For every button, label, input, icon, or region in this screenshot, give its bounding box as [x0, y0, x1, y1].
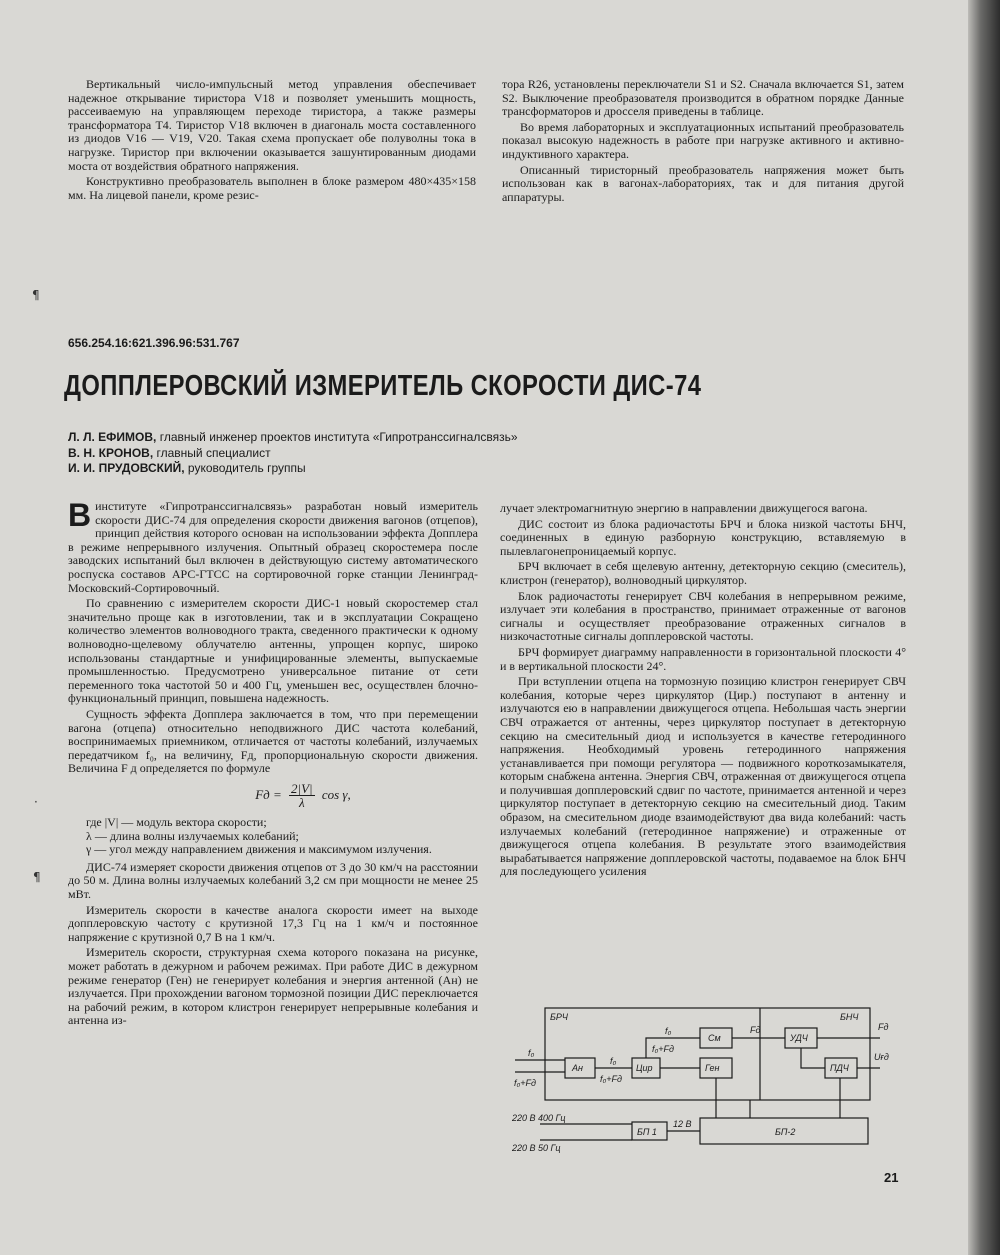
article-title: ДОППЛЕРОВСКИЙ ИЗМЕРИТЕЛЬ СКОРОСТИ ДИС-74 — [64, 370, 702, 402]
label-sm: См — [708, 1033, 721, 1043]
label-udch: УДЧ — [790, 1033, 808, 1043]
author-line — [68, 446, 518, 462]
definition: γ — угол между направлением движения и максимумом излучения. — [86, 842, 432, 857]
label-bnch: БНЧ — [840, 1012, 859, 1022]
label-f0fd-a: f₀+Fд — [600, 1074, 623, 1084]
paragraph: Измеритель скорости в качестве аналога скорости имеет на выходе допплеровскую частоту с крутизной 17,3 Гц на 1 км/ч и постоянное напряжение с крутизной 0,7 В на 1 км/ч. — [68, 902, 478, 944]
label-bp2: БП-2 — [775, 1127, 796, 1137]
label-gen: Ген — [705, 1063, 720, 1073]
label-fd-out: Fд — [878, 1022, 889, 1032]
formula-fraction — [289, 782, 315, 810]
paragraph-text: институте «Гипротранссигналсвязь» разработан новый измеритель скорости ДИС-74 для определения скорости движения вагонов (отцепов), принцип действия которого основан на использовании эффекта Допплера в режиме непрерывного излучения. Опытный образец скоростемера после заводских испытаний был включен в действующую систему автоматического роспуска составов АРС-ГТСС на сортировочной горке станции Ленинград-Московский-Сортировочный. — [68, 499, 478, 595]
previous-article-left-column — [68, 78, 476, 204]
label-bp1: БП 1 — [637, 1127, 657, 1137]
label-ufd-out: Uғд — [874, 1052, 889, 1062]
doppler-formula — [128, 782, 478, 810]
label-f0fd-b: f₀+Fд — [652, 1044, 675, 1054]
paragraph: По сравнению с измерителем скорости ДИС-1 новый скоростемер стал значительно проще как в изготовлении, так и в эксплуатации Сокращено количество элементов волноводного тракта, сведенного практически к одному волноводно-щелевому облучателю антенны, упрощен корпус, широко использованы стандартные и унифицированные элементы, выпускаемые промышленностью. Предусмотрено универсальное питание от сети переменного тока частотой 50 и 400 Гц, уменьшен вес, осуществлен блочно-функциональный принцип, повышена надежность. — [68, 596, 478, 706]
label-pdch: ПДЧ — [830, 1063, 849, 1073]
author-line — [68, 430, 518, 446]
author-name: В. Н. КРОНОВ, — [68, 445, 154, 460]
author-list — [68, 430, 518, 477]
definition: λ — длина волны излучаемых колебаний; — [86, 828, 299, 843]
label-fd: Fд — [750, 1025, 761, 1035]
formula-lhs: Fд = — [255, 786, 282, 802]
drop-cap: В — [68, 497, 92, 533]
paragraph: лучает электромагнитную энергию в направлении движущегося вагона. — [500, 501, 868, 515]
margin-mark: · — [34, 795, 38, 809]
author-role: главный инженер проектов института «Гипротранссигналсвязь» — [159, 430, 518, 444]
paragraph: тора R26, установлены переключатели S1 и S2. Сначала включается S1, затем S2. Выключение преобразователя производится в обратном порядке Данные трансформаторов и дросселя приведены в таблице. — [502, 77, 904, 119]
paragraph: БРЧ включает в себя щелевую антенну, детекторную секцию (смеситель), клистрон (генератор), волноводный циркулятор. — [500, 559, 906, 587]
paragraph: Блок радиочастоты генерирует СВЧ колебания в непрерывном режиме, излучает эти колебания в пространство, принимает отраженные от вагонов сигналы и осуществляет преобразование отраженных сигналов в низкочастотные сигналы допплеровской частоты. — [500, 588, 906, 644]
udc-code: 656.254.16:621.396.96:531.767 — [68, 336, 240, 350]
margin-mark: ¶ — [32, 288, 40, 302]
paragraph — [68, 497, 478, 595]
label-brch: БРЧ — [550, 1012, 568, 1022]
paragraph: ДИС состоит из блока радиочастоты БРЧ и блока низкой частоты БНЧ, соединенных в единую разборную конструкцию, вставляемую в пылевлагонепроницаемый корпус. — [500, 516, 906, 558]
paragraph: Вертикальный число-импульсный метод управления обеспечивает надежное открывание тиристора V18 и позволяет уменьшить мощность, рассеиваемую на управляющем переходе тиристора, а также размеры трансформатора Т4. Тиристор V18 включен в диагональ моста составленного из диодов V16 — V19, V20. Такая схема пропускает обе полуволны тока в нагрузке. Тиристор при включении оказывается зашунтированным диодами моста от воздействия обратного напряжения. — [68, 77, 476, 173]
signal-line — [801, 1048, 825, 1068]
label-cir: Цир — [636, 1063, 653, 1073]
article-left-column — [68, 497, 478, 1030]
definition-list — [68, 816, 478, 857]
margin-mark: ¶ — [33, 870, 41, 884]
article-right-column — [500, 502, 906, 881]
paragraph: Описанный тиристорный преобразователь напряжения может быть использован как в вагонах-лабораториях, так и для питания другой аппаратуры. — [502, 162, 904, 204]
label-power-400: 220 В 400 Гц — [512, 1113, 566, 1123]
previous-article-right-column — [502, 78, 904, 206]
paragraph: Сущность эффекта Допплера заключается в том, что при перемещении вагона (отцепа) относительно неподвижного ДИС частота колебаний, воспринимаемых приемником, отличается от частоты колебаний, излучаемых передатчиком f₀, на величину, Fд, пропорциональную скорости движения. Величина F д определяется по формуле — [68, 706, 478, 776]
page-number: 21 — [884, 1170, 899, 1185]
label-f0-a: f₀ — [610, 1056, 617, 1066]
label-f0-in: f₀ — [528, 1048, 535, 1058]
author-role: руководитель группы — [187, 461, 306, 475]
formula-numerator: 2|V| — [291, 780, 313, 796]
formula-rhs: cos γ, — [321, 786, 351, 802]
paragraph: Конструктивно преобразователь выполнен в блоке размером 480×435×158 мм. На лицевой панели, кроме резис- — [68, 174, 476, 202]
author-role: главный специалист — [156, 445, 271, 460]
formula-denominator: λ — [298, 795, 305, 811]
block-diagram — [510, 1000, 900, 1175]
label-f0fd-in: f₀+Fд — [514, 1078, 537, 1088]
paragraph: Измеритель скорости, структурная схема которого показана на рисунке, может работать в дежурном и рабочем режимах. При работе ДИС в дежурном режиме генератор (Ген) не генерирует колебания и энергия антенной (Ан) не излучается. При прохождении вагоном тормозной позиции ДИС переключается на рабочий режим, в котором клистрон генерирует непрерывные колебания и антенна из- — [68, 945, 478, 1028]
paragraph: БРЧ формирует диаграмму направленности в горизонтальной плоскости 4° и в вертикальной плоскости 24°. — [500, 644, 906, 673]
label-12v: 12 В — [673, 1119, 692, 1129]
label-power-50: 220 В 50 Гц — [512, 1143, 561, 1153]
paragraph: При вступлении отцепа на тормозную позицию клистрон генерирует СВЧ колебания, которые через циркулятор (Цир.) поступают в антенну и излучаются ею в направлении движущегося отцепа. Небольшая часть энергии СВЧ отражается от антенны, через циркулятор поступает в детекторную секцию на смесительный диод и используется в качестве гетеродинного напряжения. Необходимый уровень гетеродинного напряжения устанавливается при помощи регулятора — подвижного короткозамыкателя, которым снабжена антенна. Энергия СВЧ, отраженная от движущегося отцепа и получившая допплеровский сдвиг по частоте, принимается антенной и через циркулятор поступает в детекторную секцию на смесительный диод. Таким образом, на смесительном диоде взаимодействуют два вида колебаний: часть излучаемых колебаний (гетеродинное напряжение) и отраженные от движущегося отцепа колебания. В результате этого взаимодействия вырабатывается напряжение допплеровской частоты, подаваемое на блок БНЧ для последующего усиления — [500, 674, 906, 879]
author-line — [68, 461, 518, 477]
definition: где |V| — модуль вектора скорости; — [86, 815, 267, 830]
label-f0-b: f₀ — [665, 1026, 672, 1036]
book-spine-shadow — [968, 0, 1000, 1255]
brch-bnch-frame — [545, 1008, 870, 1100]
author-name: Л. Л. ЕФИМОВ, — [68, 430, 157, 444]
label-an: Ан — [572, 1063, 583, 1073]
author-name: И. И. ПРУДОВСКИЙ, — [68, 461, 185, 475]
paragraph: Во время лабораторных и эксплуатационных испытаний преобразователь показал высокую надежность в работе при нагрузке активного и активно-индуктивного характера. — [502, 119, 904, 161]
paragraph: ДИС-74 измеряет скорости движения отцепов от 3 до 30 км/ч на расстоянии до 50 м. Длина волны излучаемых колебаний 3,2 см при мощности не менее 25 мВт. — [68, 859, 478, 902]
